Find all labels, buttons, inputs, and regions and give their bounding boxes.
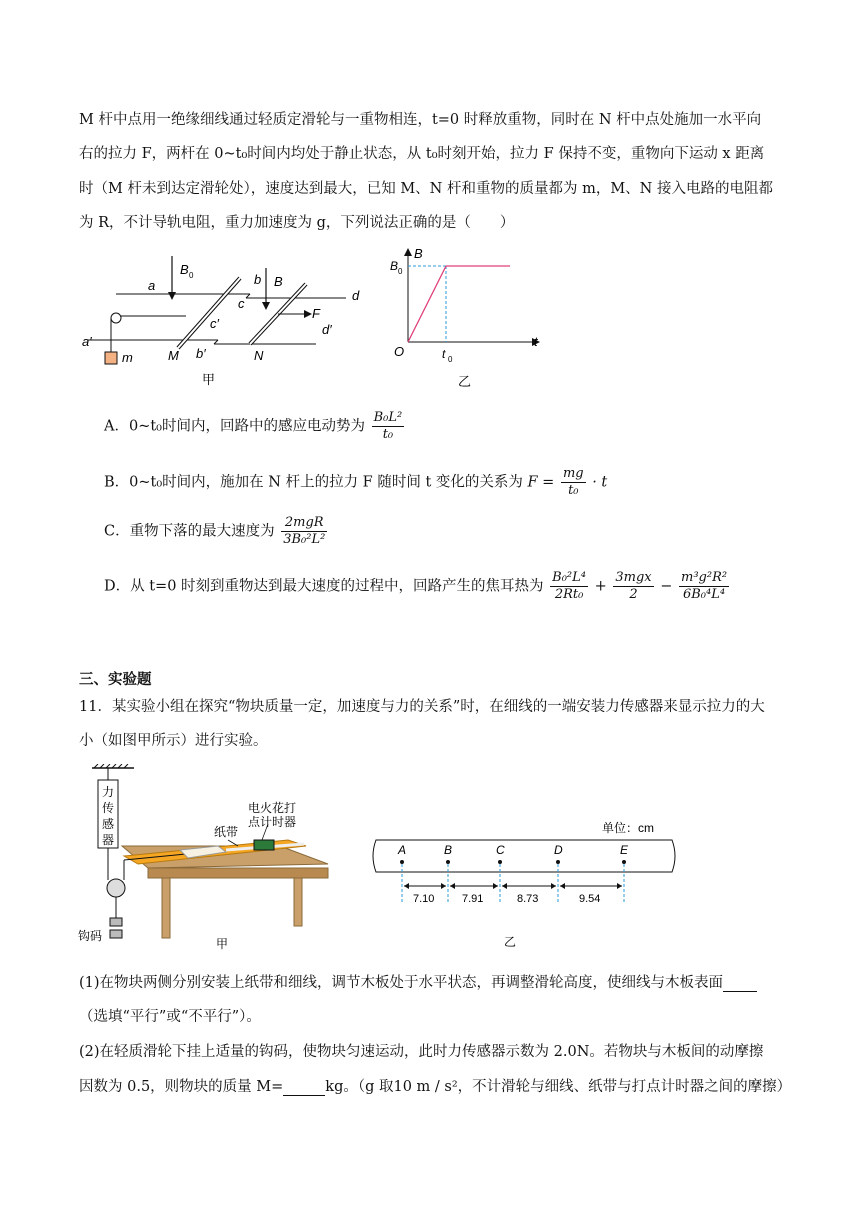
svg-text:N: N [254, 348, 264, 363]
distance-label: 8.73 [517, 893, 539, 905]
svg-text:c′: c′ [210, 316, 219, 331]
q11-sub2-line-2: 因数为 0.5，则物块的质量 M= kg。（g 取10 m / s²，不计滑轮与细线、纸带与打点计时器之间的摩擦） [79, 1079, 792, 1095]
tape-dot [498, 860, 502, 864]
tape-dot [446, 860, 450, 864]
svg-text:t: t [442, 347, 446, 361]
tape-dot [400, 860, 404, 864]
q10-stem-line-4: 为 R，不计导轨电阻，重力加速度为 g，下列说法正确的是（ ） [79, 215, 515, 231]
svg-text:F: F [312, 306, 320, 321]
svg-text:纸带: 纸带 [214, 825, 239, 839]
svg-text:O: O [394, 344, 405, 359]
tape-point-label: C [496, 843, 505, 857]
svg-text:t: t [534, 334, 538, 349]
svg-text:电火花打: 电火花打 [248, 801, 297, 815]
option-a: A．0~t₀时间内，回路中的感应电动势为 $\frac{\text{B₀L²}}{\text{t₀}}$ [104, 410, 403, 442]
tape-point-label: B [444, 843, 453, 857]
svg-text:b: b [254, 272, 262, 287]
section-heading: 三、实验题 [79, 671, 152, 688]
tape-point-label: E [620, 843, 629, 857]
option-c: C．重物下落的最大速度为 $\frac{\text{2mgR}}{\text{3B₀²L²}}$ [104, 515, 326, 547]
svg-text:d: d [352, 288, 360, 303]
svg-text:B: B [274, 274, 283, 289]
q10-stem-line-2: 右的拉力 F，两杆在 0~t₀时间内均处于静止状态，从 t₀时刻开始，拉力 F 保持不变，重物向下运动 x 距离 [79, 146, 765, 162]
q10-stem-line-1: M 杆中点用一绝缘细线通过轻质定滑轮与一重物相连，t=0 时释放重物，同时在 N 杆中点处施加一水平向 [79, 112, 762, 128]
answer-blank-2[interactable] [283, 1079, 325, 1096]
svg-text:M: M [168, 348, 179, 363]
q11-sub1-line-2: （选填“平行”或“不平行”）。 [79, 1009, 261, 1025]
svg-text:感: 感 [102, 817, 115, 831]
svg-text:钩码: 钩码 [78, 929, 103, 943]
q11-figure-apparatus [78, 764, 338, 954]
svg-text:单位：cm: 单位：cm [602, 821, 654, 835]
q11-figure-tape [366, 812, 686, 952]
svg-text:B: B [390, 259, 399, 273]
svg-text:传: 传 [102, 801, 115, 815]
figure-label-yi: 乙 [458, 374, 472, 388]
tape-dot [556, 860, 560, 864]
option-b: B．0~t₀时间内，施加在 N 杆上的拉力 F 随时间 t 变化的关系为 F = $\frac{mg}{\text{t₀}}$ · t [104, 466, 608, 498]
svg-text:力: 力 [102, 785, 115, 799]
q10-figure-graph [388, 246, 548, 388]
q11-sub1-line-1: (1)在物块两侧分别安装上纸带和细线，调节木板处于水平状态，再调整滑轮高度，使细线与木板表面 [79, 971, 757, 992]
svg-text:a′: a′ [82, 334, 92, 349]
q10-figure-rails [78, 248, 378, 388]
svg-text:d′: d′ [322, 322, 332, 337]
figure-label-jia: 甲 [202, 372, 216, 387]
svg-text:点计时器: 点计时器 [248, 815, 297, 829]
label-B0: B [180, 262, 189, 277]
svg-text:m: m [122, 350, 133, 365]
tape-point-label: A [398, 843, 407, 857]
q11-sub2-line-1: (2)在轻质滑轮下挂上适量的钩码，使物块匀速运动，此时力传感器示数为 2.0N。若物块与木板间的动摩擦 [79, 1044, 764, 1060]
svg-text:0: 0 [448, 355, 453, 364]
svg-text:B: B [414, 246, 423, 261]
distance-label: 9.54 [579, 893, 601, 905]
svg-text:c: c [238, 296, 245, 311]
tape-dot [622, 860, 626, 864]
distance-label: 7.91 [462, 893, 484, 905]
svg-text:0: 0 [398, 267, 403, 276]
svg-text:b′: b′ [196, 346, 206, 361]
figure-label-jia: 甲 [216, 937, 229, 951]
svg-text:0: 0 [189, 271, 194, 280]
svg-text:器: 器 [102, 833, 115, 847]
q10-stem-line-3: 时（M 杆未到达定滑轮处），速度达到最大，已知 M、N 杆和重物的质量都为 m，M、N 接入电路的电阻都 [79, 181, 773, 197]
svg-text:a: a [148, 278, 156, 293]
distance-label: 7.10 [413, 893, 435, 905]
option-d: D．从 t=0 时刻到重物达到最大速度的过程中，回路产生的焦耳热为 $\frac{\text{B₀²L⁴}}{\text{2Rt₀}}$ + $\frac{\text{3mgx}}{2}$ − $\frac{\text{m³g²R²}}{\text{6B₀⁴L⁴}}$ [104, 570, 728, 602]
figure-label-yi: 乙 [504, 935, 517, 949]
answer-blank-1[interactable] [723, 975, 757, 992]
tape-point-label: D [554, 843, 563, 857]
q11-stem-line-2: 小（如图甲所示）进行实验。 [79, 733, 268, 749]
q11-stem-line-1: 11．某实验小组在探究“物块质量一定，加速度与力的关系”时，在细线的一端安装力传感器来显示拉力的大 [79, 699, 765, 715]
